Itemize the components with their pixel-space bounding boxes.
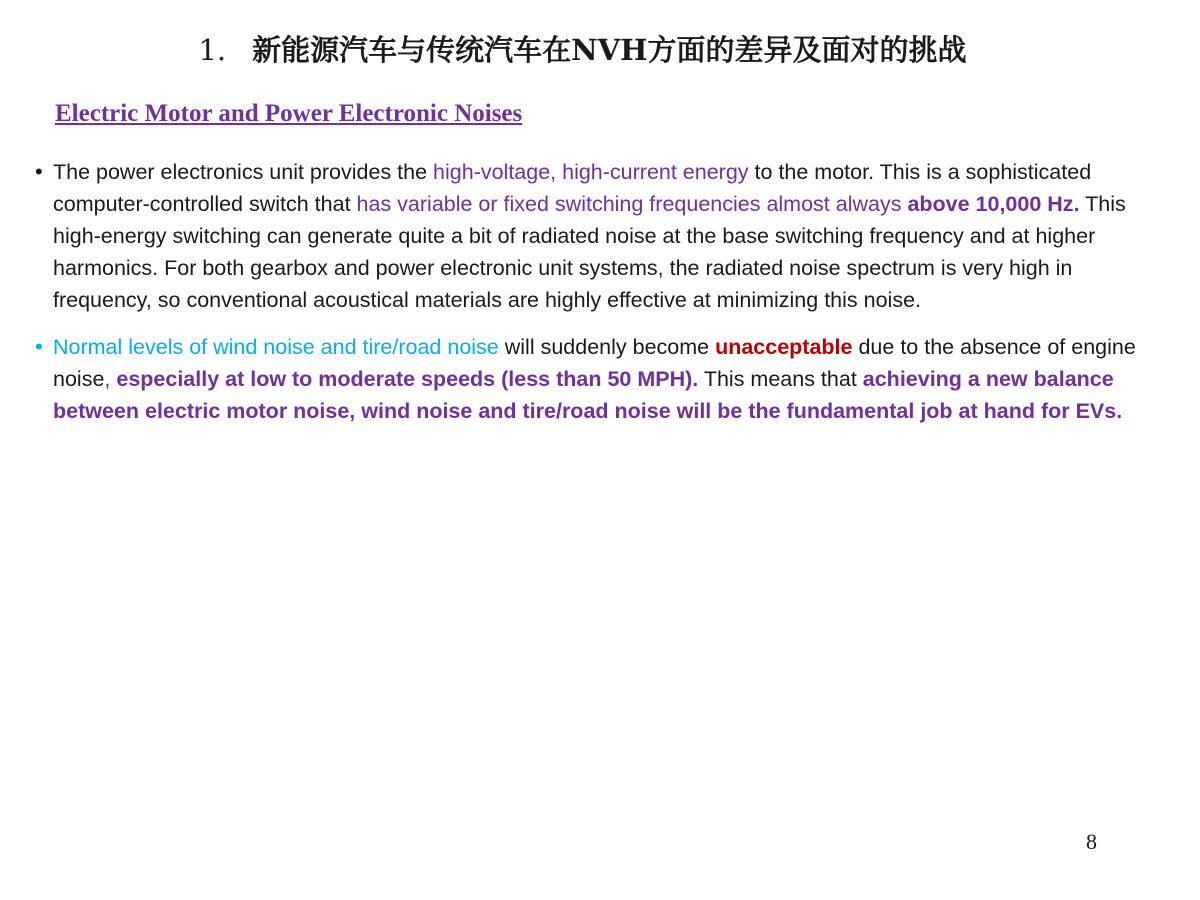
bullet-list (35, 156, 1145, 442)
bullet-dot-icon: • (35, 334, 43, 359)
bullet2-highlight-normal-levels: Normal levels of wind noise and tire/road noise (53, 335, 499, 359)
bullet-wind-road-noise (35, 331, 1145, 427)
bullet-dot-icon: • (35, 159, 43, 184)
slide-title (0, 28, 1165, 69)
bullet2-text-3: This means that (698, 367, 863, 391)
bullet2-text-1: will suddenly become (498, 335, 716, 359)
bullet2-comma: , (104, 367, 117, 391)
bullet2-highlight-speeds: especially at low to moderate speeds (less than 50 MPH). (116, 367, 699, 391)
bullet1-highlight-threshold: above 10,000 Hz. (907, 192, 1080, 216)
bullet2-highlight-balance: achieving a new balance between electric motor noise, wind noise and tire/road noise will be the fundamental job at hand for EVs. (53, 367, 1123, 423)
bullet1-text-3: This high-energy switching can generate quite a bit of radiated noise at the base switching frequency and at higher harmonics. For both gearbox and power electronic unit systems, the radiated noise spectrum is very high in frequency, so conventional acoustical materials are highly effective at minimizing this noise. (53, 192, 1126, 312)
bullet1-text-1: The power electronics unit provides the (53, 160, 434, 184)
title-text: 新能源汽车与传统汽车在NVH方面的差异及面对的挑战 (252, 33, 967, 67)
bullet1-text-2: to the motor. This is a sophisticated computer-controlled switch that (53, 160, 1092, 216)
section-subtitle: Electric Motor and Power Electronic Noises (55, 100, 523, 127)
bullet1-highlight-frequencies: has variable or fixed switching frequencies almost always (356, 192, 908, 216)
page-number: 8 (1086, 829, 1097, 854)
bullet-power-electronics (35, 156, 1145, 316)
title-number: 1. (198, 33, 227, 67)
bullet2-text-2: due to the absence of engine noise (53, 335, 1136, 391)
bullet2-highlight-unacceptable: unacceptable (715, 335, 853, 359)
bullet1-highlight-energy: high-voltage, high-current energy (433, 160, 749, 184)
